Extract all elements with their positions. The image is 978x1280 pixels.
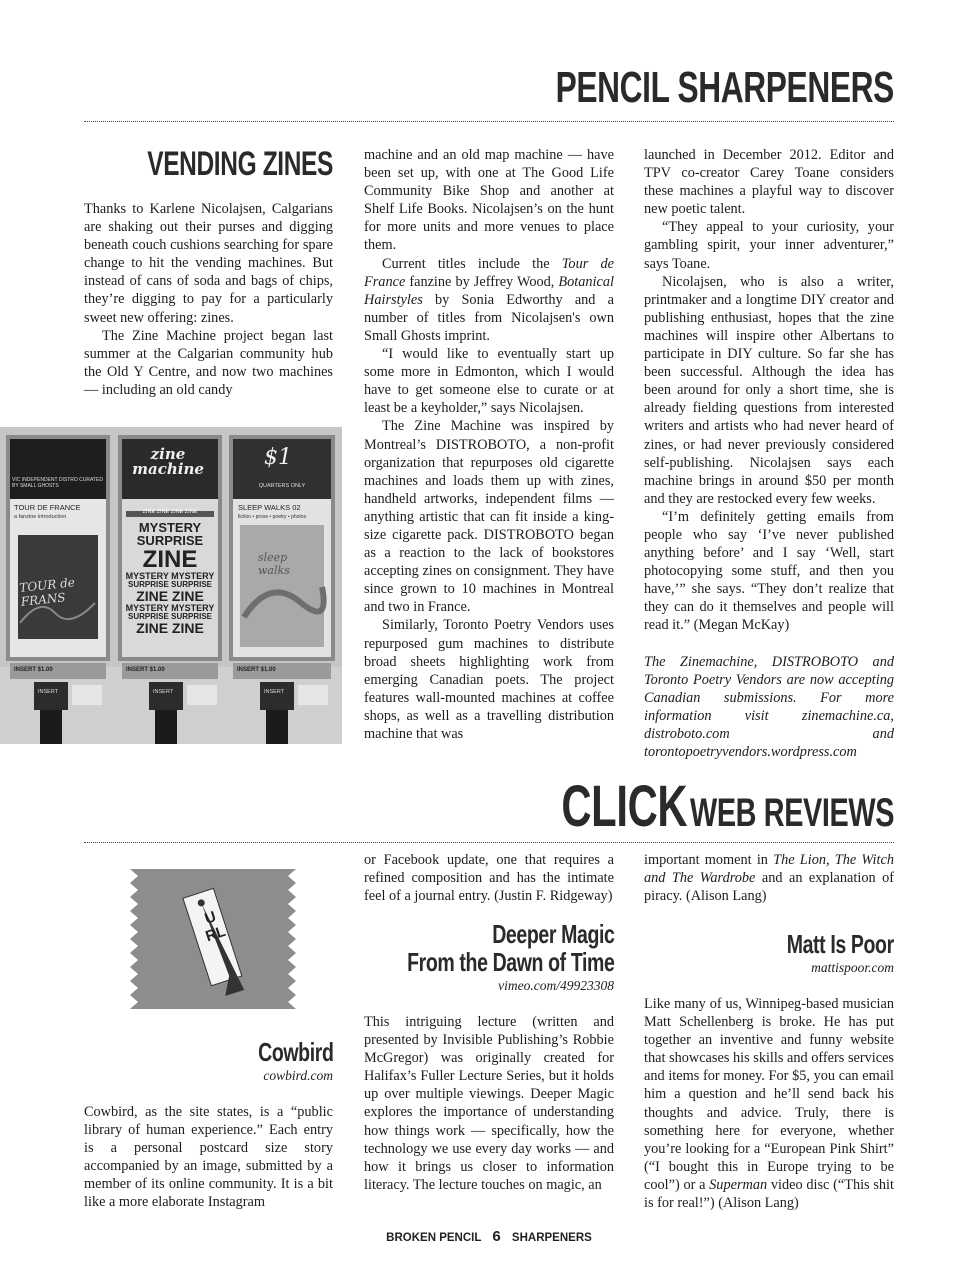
paragraph: Similarly, Toronto Poetry Vendors uses repurposed gum machines to distribute broad sheets highlighting work from emerging Canadian poets. The project features wall-mounted machines at coffee shops, as well as a travelling distribution machine that was xyxy=(364,617,614,742)
panel2-line: ZINE xyxy=(142,545,198,573)
panel3-subtitle: fiction • prose • poetry • photos xyxy=(238,514,307,520)
click-headline-big: CLICK xyxy=(561,774,688,839)
deeper-magic-url: vimeo.com/49923308 xyxy=(498,978,614,993)
cowbird-title: Cowbird xyxy=(257,1037,333,1067)
article-column-1 xyxy=(84,200,333,399)
paragraph: Cowbird, as the site states, is a “public library of human experience.” Each entry is a personal postcard size story accompanied by an image, submitted by a member of its online community. It is a bit like a more elaborate Instagram xyxy=(84,1104,333,1211)
slot-tab: INSERT xyxy=(153,689,174,695)
paragraph: This intriguing lecture (written and presented by Invisible Publishing’s Robbie McGregor) was originally created for Halifax’s Fuller Lecture Series, but it holds up over multiple viewings. Deeper Magic explores the importance of understanding how things work — specifically, how the technology we use every day works — and how it brings us closer to information literacy. The lecture touches on magic, an xyxy=(364,1014,614,1193)
click-headline xyxy=(561,774,894,851)
matt-is-poor-review xyxy=(644,995,894,1212)
section-title: PENCIL SHARPENERS xyxy=(555,63,894,112)
panel2-line: MYSTERY MYSTERY xyxy=(125,602,215,613)
paragraph: or Facebook update, one that requires a refined composition and has the intimate feel of a journal entry. (Justin F. Ridgeway) xyxy=(364,852,614,905)
page-footer xyxy=(0,1228,978,1245)
footer-section: SHARPENERS xyxy=(511,1232,592,1244)
panel2-line: ZINE ZINE xyxy=(136,619,204,636)
panel2-line: MYSTERY MYSTERY xyxy=(125,570,215,581)
article-column-2 xyxy=(364,146,614,743)
slot-tab: INSERT xyxy=(264,689,285,695)
cowbird-logo xyxy=(130,869,296,1009)
deeper-magic-review xyxy=(364,1013,614,1194)
paragraph: The Zine Machine project began last summer at the Calgarian community hub the Old Y Centre, and now two machines — including an old candy xyxy=(84,327,333,398)
matt-is-poor-title: Matt Is Poor xyxy=(786,929,894,959)
panel1-subtitle: a fanzine introduction xyxy=(14,514,67,520)
panel2-line: SURPRISE SURPRISE xyxy=(127,580,213,590)
click-column-2-top xyxy=(364,851,614,905)
panel2-text xyxy=(124,521,216,635)
slot-tab: INSERT xyxy=(38,689,59,695)
footer-publication: BROKEN PENCIL xyxy=(386,1232,482,1244)
panel1-art: TOUR de FRANS xyxy=(18,575,76,609)
click-headline-small: WEB REVIEWS xyxy=(689,791,894,835)
panel2-top-label: zine machine xyxy=(132,445,204,478)
deeper-magic-title-line2: From the Dawn of Time xyxy=(406,947,614,977)
deeper-magic-title xyxy=(407,920,614,976)
slot-label: INSERT $1.00 xyxy=(14,667,53,673)
panel1-top-label: VIC INDEPENDENT DISTRO CURATED BY SMALL GHOSTS xyxy=(12,477,103,489)
cowbird-url: cowbird.com xyxy=(263,1068,333,1083)
paragraph: Current titles include the Tour de France fanzine by Jeffrey Wood, Botanical Hairstyles by Sonia Edworthy and a number of titles from Nicolajsen's own Small Ghosts imprint. xyxy=(364,255,614,344)
submission-note: The Zinemachine, DISTROBOTO and Toronto Poetry Vendors are now accepting Canadian submissions. For more information visit zinemachine.ca, distroboto.com and torontopoetryvendors.wordpress.com xyxy=(644,653,894,760)
matt-is-poor-url: mattispoor.com xyxy=(811,960,894,975)
paragraph: The Zine Machine was inspired by Montreal’s DISTROBOTO, a non-profit organization that repurposes old cigarette machines and loads them up with zines, handheld artworks, independent films — anything artistic that can fit inside a king-size cigarette pack. DISTROBOTO began as a reaction to the lack of bookstores accepting zines on consignment. They have since grown to 10 machines in Montreal and two in France. xyxy=(364,418,614,616)
paragraph: “I’m definitely getting emails from people who say ‘I’ve never published anything before’ and I say ‘Well, start photocopying some stuff, and then you have,’” she says. “They don’t realize that they can do it themselves and people will read it.” (Megan McKay) xyxy=(644,508,894,634)
paragraph: Nicolajsen, who is also a writer, printmaker and a longtime DIY creator and publishing enthusiast, hopes that the zine machines will inspire other Albertans to participate in DIY culture. So far she has been successful. Although the idea has been around for only a short time, she is already fielding questions from interested writers and artists who had never heard of zines, or had never previously considered self-publishing. Nicolajsen says each machine brings in around $50 per month and they are restocked every few weeks. xyxy=(644,273,894,507)
panel2-band: ZINE ZINE ZINE ZINE xyxy=(142,509,198,515)
zine-machine-photo xyxy=(0,427,342,744)
slot-label: INSERT $1.00 xyxy=(126,667,165,673)
panel2-line: SURPRISE SURPRISE xyxy=(127,611,213,621)
article-headline: VENDING ZINES xyxy=(147,145,333,183)
cowbird-logo-text: URL xyxy=(202,908,228,946)
paragraph: Thanks to Karlene Nicolajsen, Calgarians are shaking out their purses and digging beneath couch cushions searching for spare change to hit the vending machines. But instead of cans of soda and bags of chips, they’re digging to pay for a particularly sweet new offering: zines. xyxy=(84,201,333,326)
cowbird-review xyxy=(84,1103,333,1212)
section-divider xyxy=(84,121,894,122)
deeper-magic-title-line1: Deeper Magic xyxy=(491,919,614,949)
slot-label: INSERT $1.00 xyxy=(237,667,276,673)
paragraph: “They appeal to your curiosity, your gambling spirit, your inner adventurer,” says Toane. xyxy=(644,219,894,272)
panel3-note: QUARTERS ONLY xyxy=(258,483,306,489)
paragraph: “I would like to eventually start up some more in Edmonton, which I would have to get someone else to curate or at least be a keyholder,” says Nicolajsen. xyxy=(364,346,614,417)
paragraph: important moment in The Lion, The Witch and The Wardrobe and an explanation of piracy. (Alison Lang) xyxy=(644,852,894,905)
paragraph: Like many of us, Winnipeg-based musician Matt Schellenberg is broke. He has put together an inventive and funny website that showcases his skills and offers services and items for money. For $5, you can email him a question and he’ll send back his thoughts and advice. Truly, there is something here for everyone, whether you’re looking for a “European Pink Shirt” (“I bought this in Europe trying to be cool”) or a Superman video disc (“This shit is for real!”) (Alison Lang) xyxy=(644,996,895,1212)
article-column-3 xyxy=(644,146,894,761)
section-divider xyxy=(84,842,894,843)
panel3-art: sleep walks xyxy=(258,551,290,577)
click-column-3-top xyxy=(644,851,894,905)
panel1-title: TOUR DE FRANCE xyxy=(14,503,81,512)
panel2-line: MYSTERY xyxy=(138,520,202,535)
panel2-line: SURPRISE xyxy=(136,533,204,549)
paragraph: machine and an old map machine — have been set up, with one at The Good Life Community Bike Shop and another at Shelf Life Books. Nicolajsen’s on the hunt for more units and more venues to place them. xyxy=(364,147,614,254)
paragraph: launched in December 2012. Editor and TPV co-creator Carey Toane considers these machines a playful way to discover new poetic talent. xyxy=(644,147,894,218)
panel3-price: $1 xyxy=(264,445,292,470)
panel2-line: ZINE ZINE xyxy=(136,588,204,605)
page-number: 6 xyxy=(492,1228,501,1245)
panel3-title: SLEEP WALKS 02 xyxy=(238,503,301,512)
